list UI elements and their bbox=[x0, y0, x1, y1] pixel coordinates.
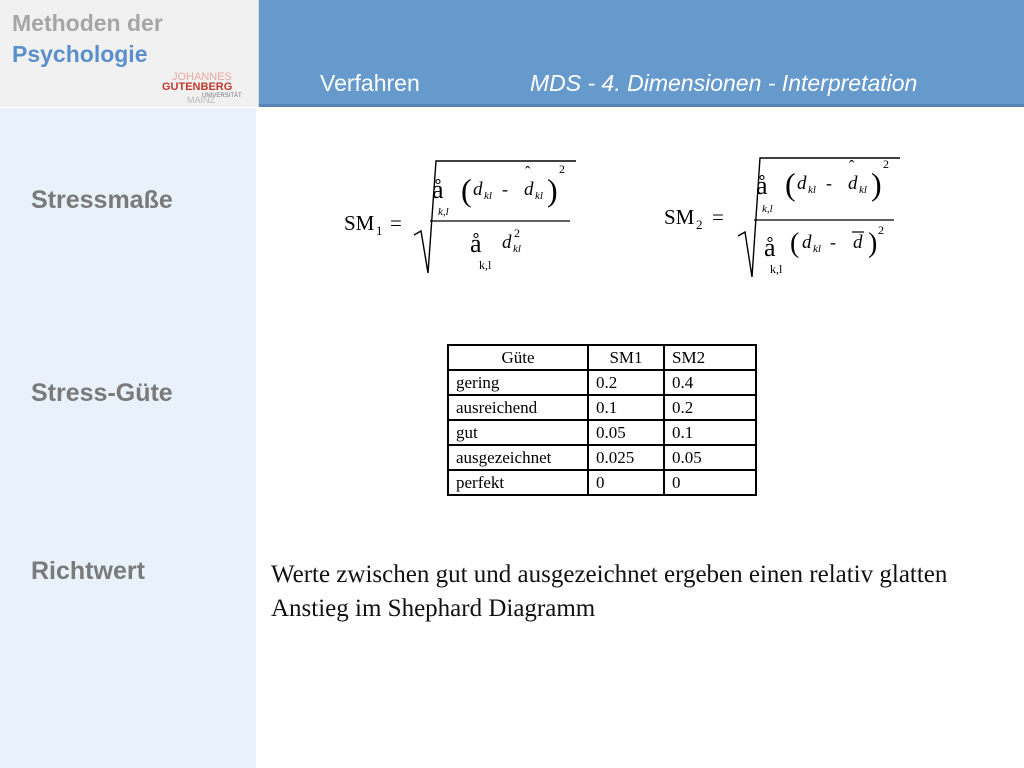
header-divider bbox=[259, 104, 1024, 107]
svg-text:2: 2 bbox=[883, 157, 889, 171]
table-cell: ausgezeichnet bbox=[448, 445, 588, 470]
table-cell: perfekt bbox=[448, 470, 588, 495]
svg-text:1: 1 bbox=[376, 223, 383, 238]
table-header-sm1: SM1 bbox=[588, 345, 664, 370]
svg-text:2: 2 bbox=[514, 226, 520, 240]
svg-text:kl: kl bbox=[513, 243, 521, 255]
svg-text:d: d bbox=[502, 232, 512, 253]
sidebar-label-stress-guete: Stress-Güte bbox=[31, 379, 173, 407]
table-header-row bbox=[448, 345, 756, 370]
svg-text:ˆ: ˆ bbox=[525, 164, 531, 181]
table-cell: gut bbox=[448, 420, 588, 445]
university-seal-logo bbox=[162, 70, 250, 104]
svg-text:kl: kl bbox=[808, 184, 816, 196]
svg-text:-: - bbox=[830, 232, 836, 252]
header-section: Verfahren bbox=[320, 70, 420, 96]
table-cell: 0.4 bbox=[664, 370, 756, 395]
svg-text:UNIVERSITÄT: UNIVERSITÄT bbox=[202, 93, 242, 99]
table-cell: 0.2 bbox=[664, 395, 756, 420]
svg-text:å: å bbox=[432, 175, 444, 204]
svg-text:å: å bbox=[764, 233, 776, 262]
logo-title-line1: Methoden der bbox=[12, 10, 163, 36]
header-title: MDS - 4. Dimensionen - Interpretation bbox=[530, 70, 918, 96]
logo-title-line2: Psychologie bbox=[12, 41, 148, 67]
svg-text:): ) bbox=[871, 166, 882, 202]
svg-text:JOHANNES: JOHANNES bbox=[172, 71, 232, 83]
table-cell: 0.2 bbox=[588, 370, 664, 395]
svg-text:å: å bbox=[470, 229, 482, 258]
table-cell: 0.025 bbox=[588, 445, 664, 470]
svg-text:(: ( bbox=[461, 172, 472, 208]
svg-text:k,l: k,l bbox=[770, 262, 783, 276]
svg-text:MAINZ: MAINZ bbox=[187, 95, 215, 104]
svg-text:2: 2 bbox=[696, 217, 703, 232]
svg-text:d: d bbox=[524, 179, 534, 200]
svg-text:(: ( bbox=[785, 166, 796, 202]
svg-text:GUTENBERG: GUTENBERG bbox=[162, 81, 233, 93]
svg-text:ˆ: ˆ bbox=[849, 158, 855, 175]
svg-text:-: - bbox=[826, 173, 832, 193]
table-row bbox=[448, 470, 756, 495]
table-header-guete: Güte bbox=[448, 345, 588, 370]
table-cell: 0 bbox=[588, 470, 664, 495]
svg-text:d: d bbox=[853, 232, 863, 253]
table-row bbox=[448, 370, 756, 395]
svg-text:å: å bbox=[756, 171, 768, 200]
svg-text:d: d bbox=[797, 173, 807, 194]
svg-text:(: ( bbox=[790, 228, 800, 259]
svg-text:d: d bbox=[848, 173, 858, 194]
table-row bbox=[448, 420, 756, 445]
svg-text:kl: kl bbox=[484, 190, 492, 202]
svg-text:2: 2 bbox=[559, 162, 565, 176]
richtwert-text: Werte zwischen gut und ausgezeichnet ergeben einen relativ glatten Anstieg im Shephard Diagramm bbox=[271, 561, 948, 622]
svg-text:kl: kl bbox=[859, 184, 867, 196]
svg-text:=: = bbox=[712, 205, 724, 229]
svg-text:): ) bbox=[868, 228, 878, 259]
table-cell: 0 bbox=[664, 470, 756, 495]
table-row bbox=[448, 395, 756, 420]
table-cell: 0.05 bbox=[588, 420, 664, 445]
svg-text:k,l: k,l bbox=[479, 258, 492, 272]
table-cell: gering bbox=[448, 370, 588, 395]
svg-text:kl: kl bbox=[813, 243, 821, 255]
table-cell: 0.05 bbox=[664, 445, 756, 470]
table-cell: ausreichend bbox=[448, 395, 588, 420]
svg-text:d: d bbox=[473, 179, 483, 200]
svg-text:d: d bbox=[802, 232, 812, 253]
svg-text:SM: SM bbox=[664, 205, 695, 229]
formula-sm1 bbox=[340, 155, 580, 280]
table-row bbox=[448, 445, 756, 470]
svg-text:SM: SM bbox=[344, 211, 375, 235]
logo-box bbox=[0, 0, 259, 107]
svg-text:k,l: k,l bbox=[438, 206, 449, 218]
svg-text:k,l: k,l bbox=[762, 203, 773, 215]
formula-sm2 bbox=[660, 152, 910, 282]
sidebar-label-richtwert: Richtwert bbox=[31, 557, 145, 585]
svg-text:): ) bbox=[547, 172, 558, 208]
stress-guete-table bbox=[447, 344, 757, 496]
table-cell: 0.1 bbox=[588, 395, 664, 420]
svg-text:2: 2 bbox=[878, 223, 884, 237]
table-cell: 0.1 bbox=[664, 420, 756, 445]
svg-text:-: - bbox=[502, 179, 508, 199]
table-header-sm2: SM2 bbox=[664, 345, 756, 370]
svg-text:kl: kl bbox=[535, 190, 543, 202]
sidebar-label-stressmasse: Stressmaße bbox=[31, 186, 173, 214]
svg-text:=: = bbox=[390, 211, 402, 235]
